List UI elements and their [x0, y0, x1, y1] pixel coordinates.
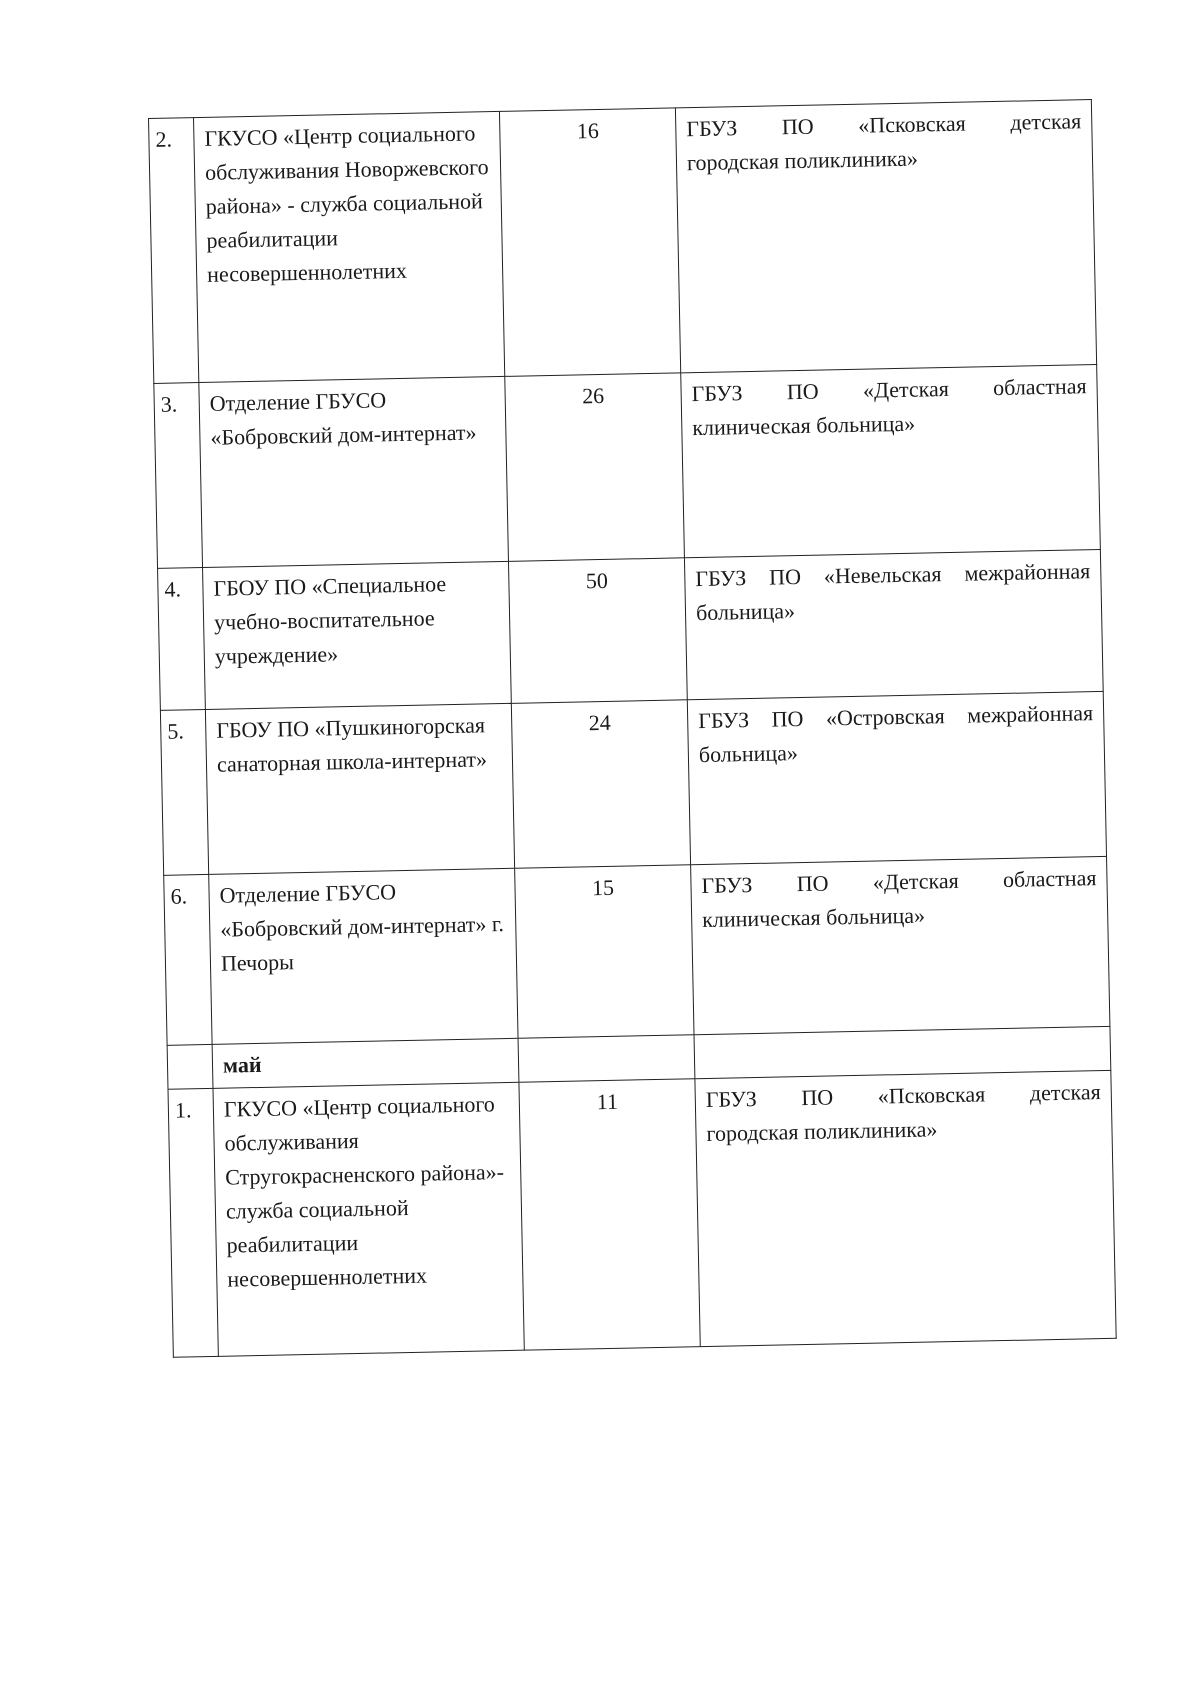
org-line: городская поликлиника» [686, 145, 919, 176]
medical-organization [684, 549, 1103, 699]
row-number: 3. [154, 383, 203, 569]
table-row [164, 856, 1110, 1045]
empty-cell [167, 1044, 213, 1089]
institution-name: ГБОУ ПО «Пушкиногорская санаторная школа-интернат» [205, 703, 514, 874]
org-line: ГБУЗ ПО «Детская областная [701, 865, 1097, 899]
org-line: больница» [695, 598, 796, 626]
table-row [168, 1070, 1116, 1357]
institution-name: Отделение ГБУСО «Бобровский дом-интернат» г. Печоры [209, 868, 518, 1044]
month-label: май [212, 1038, 519, 1088]
row-number: 1. [168, 1088, 218, 1357]
institution-name: ГКУСО «Центр социального обслуживания Стругокрасненского района»- служба социальной реабилитации несовершеннолетних [213, 1082, 524, 1356]
children-count: 24 [511, 700, 690, 868]
table-row [149, 100, 1097, 384]
institution-name: ГБОУ ПО «Специальное учебно-воспитательное учреждение» [203, 561, 512, 709]
org-line: клиническая больница» [692, 410, 916, 441]
children-count: 15 [515, 865, 694, 1038]
children-count: 50 [508, 558, 687, 704]
org-line: ГБУЗ ПО «Псковская детская [705, 1079, 1101, 1112]
schedule-table [148, 99, 1117, 1358]
institution-name: ГКУСО «Центр социального обслуживания Новоржевского района» - служба социальной реабилитации несовершеннолетних [194, 111, 505, 382]
table-row [160, 691, 1106, 875]
org-line: ГБУЗ ПО «Невельская межрайонная [695, 558, 1091, 592]
children-count: 26 [505, 373, 685, 561]
org-line: ГБУЗ ПО «Псковская детская [686, 108, 1082, 142]
medical-organization [695, 1070, 1116, 1346]
medical-organization [691, 856, 1110, 1034]
table-row [154, 365, 1101, 569]
org-line: ГБУЗ ПО «Детская областная [691, 373, 1087, 407]
medical-organization [675, 100, 1096, 373]
children-count: 11 [519, 1079, 700, 1350]
row-number: 5. [160, 709, 208, 875]
institution-name: Отделение ГБУСО «Бобровский дом-интернат» [199, 376, 509, 567]
medical-organization [681, 365, 1101, 558]
row-number: 4. [158, 567, 206, 710]
org-line: клиническая больница» [701, 902, 926, 933]
medical-organization [687, 691, 1106, 864]
org-line: больница» [698, 740, 799, 768]
row-number: 6. [164, 874, 212, 1045]
row-number: 2. [149, 118, 199, 384]
table-row [158, 549, 1104, 710]
empty-cell [518, 1035, 695, 1083]
org-line: городская поликлиника» [706, 1116, 938, 1146]
org-line: ГБУЗ ПО «Островская межрайонная [697, 700, 1094, 734]
document-table-wrapper [148, 99, 1117, 1358]
children-count: 16 [499, 108, 680, 376]
